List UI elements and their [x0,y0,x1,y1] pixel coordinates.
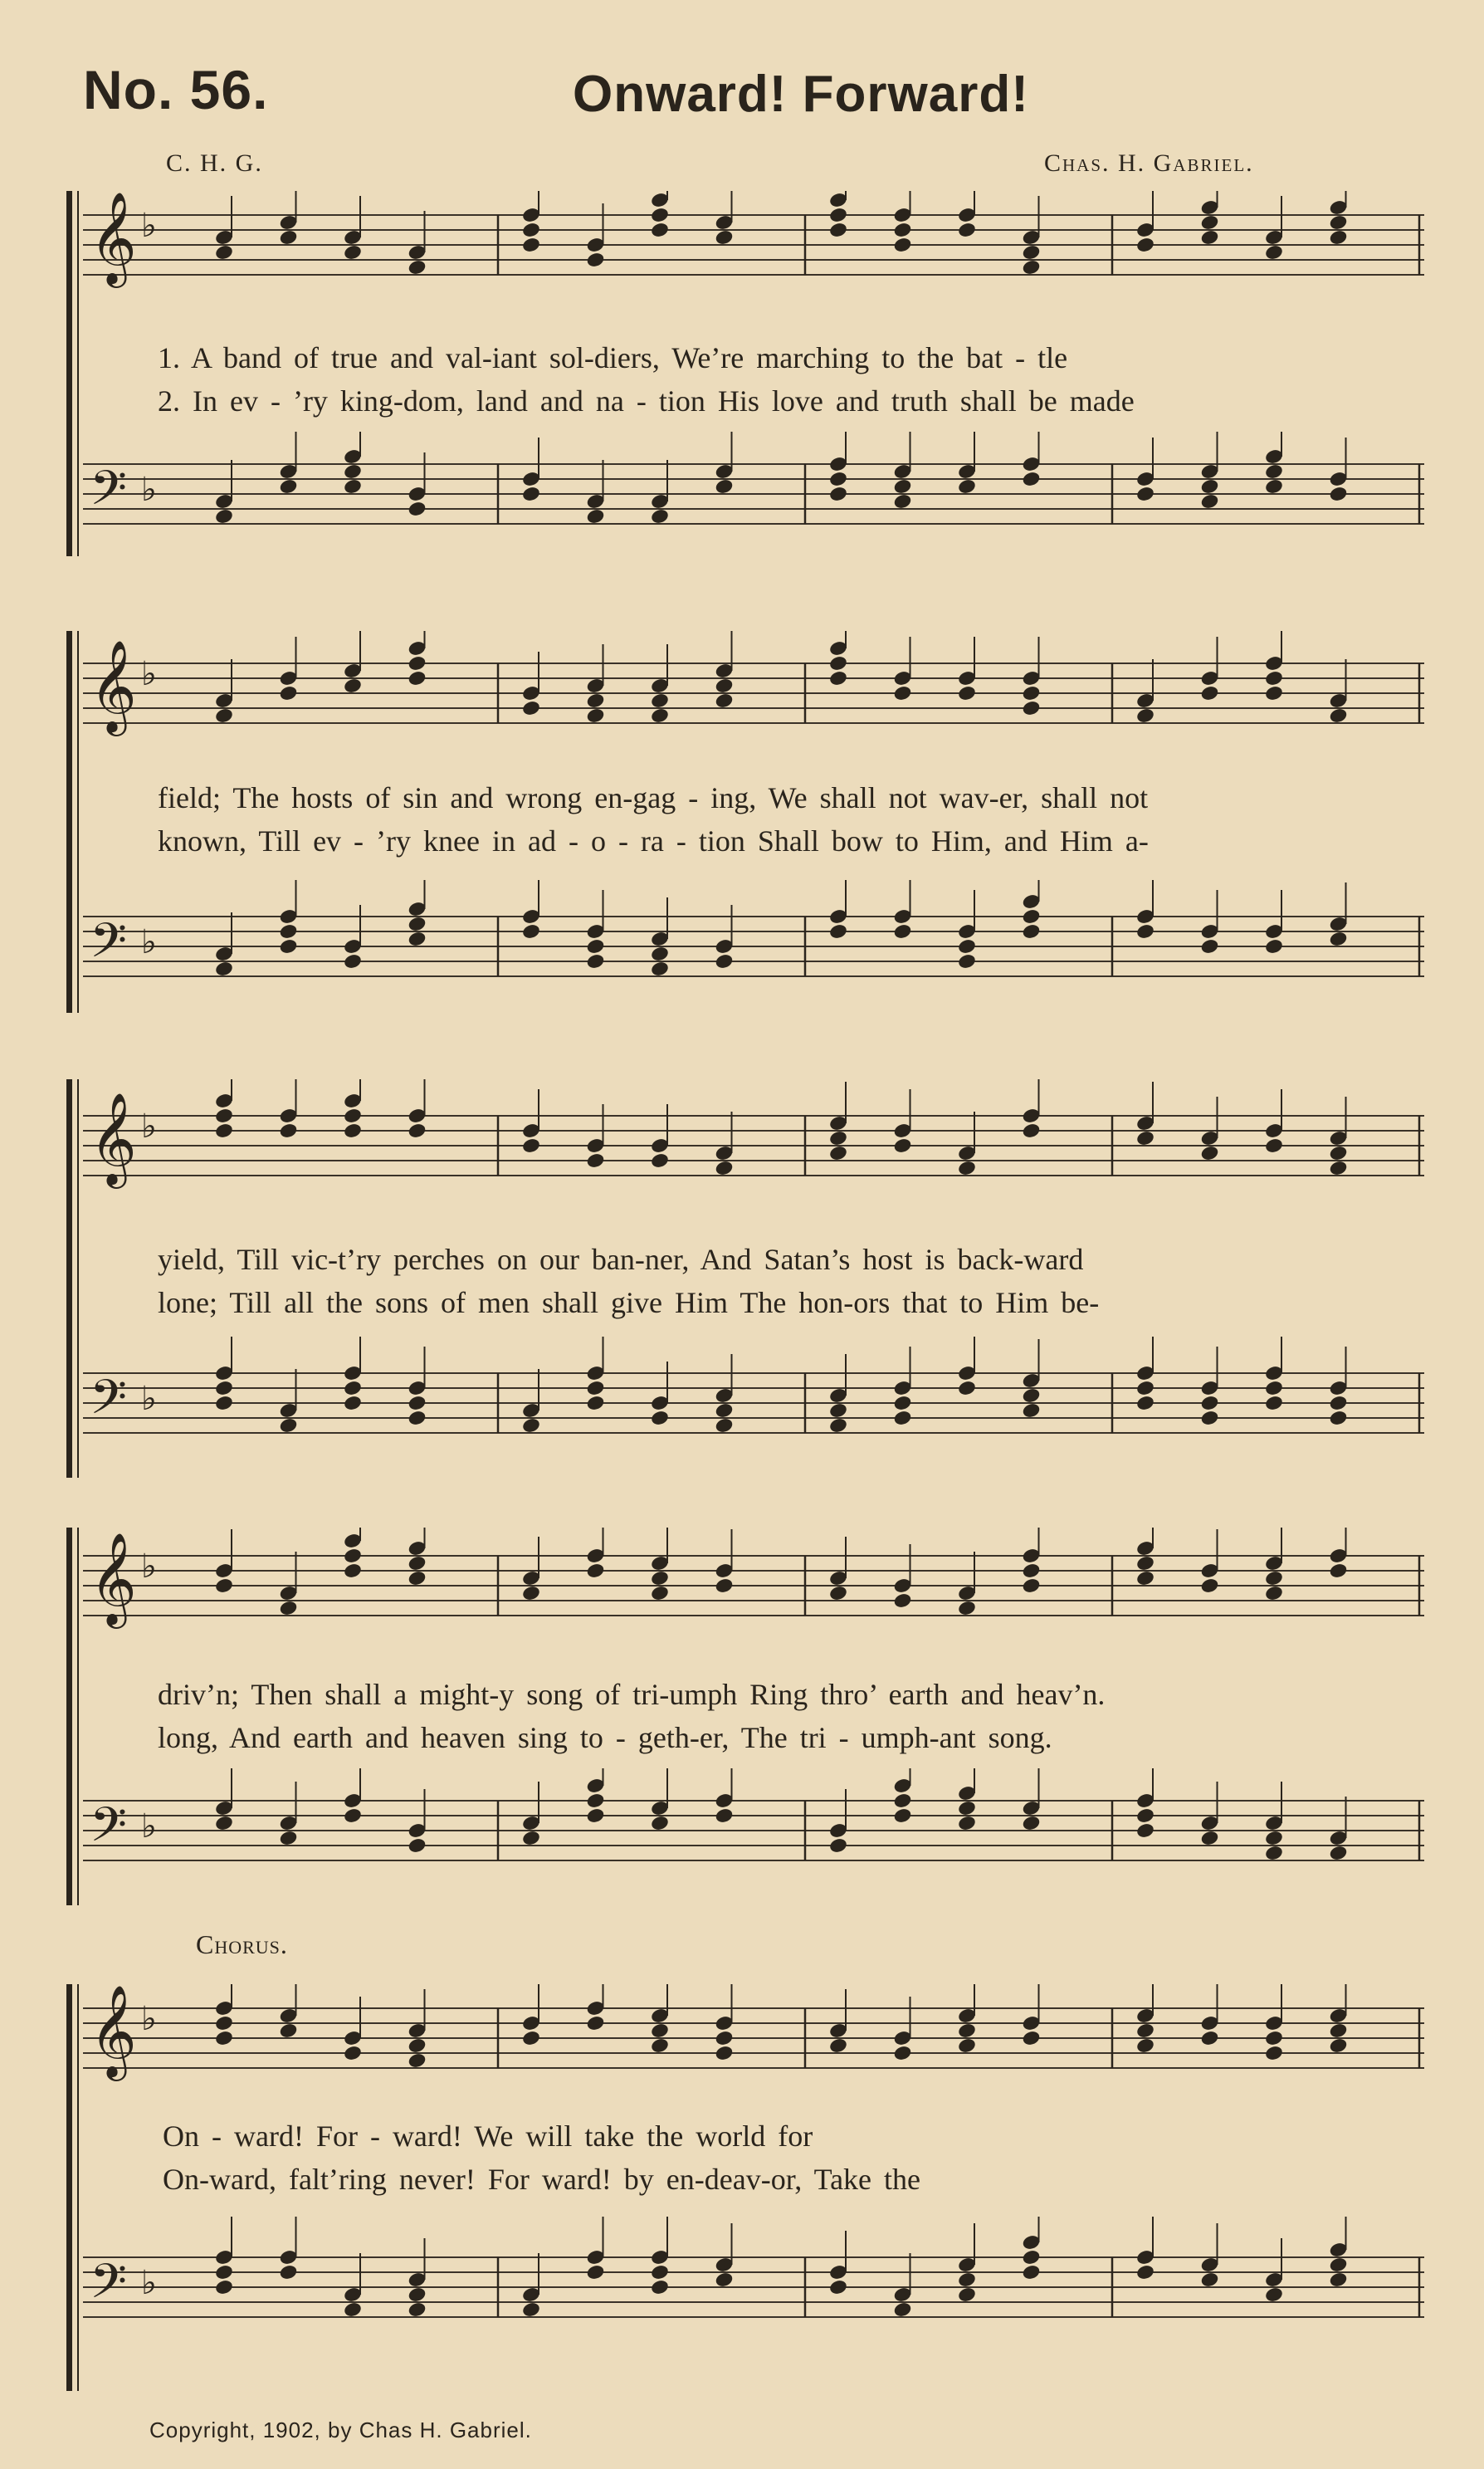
note-head [715,1417,735,1435]
note-head [893,685,913,702]
note-head [1022,2264,1042,2281]
note-head [279,923,299,941]
note-head [586,252,606,269]
note-head [214,244,234,262]
note-head [1135,1570,1155,1587]
note-head [1264,478,1284,496]
note-head [828,207,848,224]
note-head [893,2301,913,2319]
note-head [1329,2037,1349,2055]
bass-staff [83,1768,1428,1893]
note-head [214,1122,234,1140]
flat-icon: ♭ [141,2000,157,2037]
note-head [408,931,427,948]
note-head [893,1410,913,1427]
note-head [715,692,735,710]
note-head [1135,2264,1155,2281]
note-head [957,2022,977,2040]
note-head [343,244,363,262]
note-head [214,1380,234,1397]
note-head [1135,2037,1155,2055]
note-head [408,670,427,687]
treble-staff [83,631,1428,755]
note-head [650,2022,670,2040]
note-head [1022,1562,1042,1580]
flat-icon: ♭ [141,923,157,961]
note-head [279,1122,299,1140]
note-head [1329,2022,1349,2040]
note-head [715,677,735,695]
note-head [586,1152,606,1170]
note-head [1135,1807,1155,1825]
note-head [343,677,363,695]
note-head [279,938,299,956]
music-system-3 [66,1063,1428,1486]
lyric-verse-1: driv’n; Then shall a might-y song of tri-umph Ring thro’ earth and heav’n. [158,1678,1106,1711]
staff-lines [83,1116,1424,1176]
note-head [521,700,541,717]
note-head [650,222,670,239]
note-head [650,2279,670,2296]
note-head [1264,1845,1284,1862]
note-head [521,1417,541,1435]
note-head [715,1160,735,1177]
note-head [214,2264,234,2281]
note-head [893,493,913,511]
note-head [1264,2286,1284,2304]
music-system-2 [66,614,1428,1029]
note-head [957,478,977,496]
note-head [1135,1380,1155,1397]
note-head [1022,923,1042,941]
note-head [214,1577,234,1595]
note-head [408,1122,427,1140]
note-head [1329,1145,1349,1162]
note-head [1200,938,1220,956]
note-head [1264,2045,1284,2062]
note-head [1264,685,1284,702]
note-head [408,501,427,518]
note-head [1329,707,1349,725]
note-head [343,1380,363,1397]
note-head [650,1585,670,1602]
note-head [521,1585,541,1602]
hymn-title: Onward! Forward! [573,66,1029,123]
note-head [279,478,299,496]
note-head [214,961,234,978]
note-head [957,1380,977,1397]
flat-icon: ♭ [141,1107,157,1145]
note-head [1022,244,1042,262]
staff-lines [83,1801,1424,1860]
music-system-4 [66,1511,1428,1909]
music-system-1 [66,174,1428,565]
note-head [828,923,848,941]
note-head [1329,1160,1349,1177]
note-head [1022,1577,1042,1595]
copyright-notice: Copyright, 1902, by Chas H. Gabriel. [149,2418,532,2442]
note-head [715,2030,735,2047]
note-head [650,1570,670,1587]
note-head [521,486,541,503]
note-head [279,229,299,247]
note-head [1264,244,1284,262]
note-head [343,2045,363,2062]
note-head [343,1547,363,1565]
note-head [1022,1402,1042,1420]
note-head [828,1417,848,1435]
note-head [1022,1815,1042,1832]
treble-staff [83,1984,1428,2092]
note-head [650,1410,670,1427]
note-head [408,2301,427,2319]
note-head [1264,463,1284,481]
note-head [893,478,913,496]
note-head [957,1815,977,1832]
note-head [1200,478,1220,496]
note-head [715,953,735,970]
note-head [343,1122,363,1140]
music-system-chorus [66,1968,1428,2391]
treble-clef-icon: 𝄞 [90,1984,137,2077]
note-head [586,953,606,970]
note-head [1200,229,1220,247]
note-head [1264,670,1284,687]
note-head [408,2037,427,2055]
note-head [650,508,670,526]
note-head [343,1562,363,1580]
note-head [1329,486,1349,503]
bass-staff [83,880,1428,1013]
note-head [586,1792,606,1810]
note-head [828,1402,848,1420]
note-head [828,655,848,672]
note-head [1022,2249,1042,2266]
flat-icon: ♭ [141,207,157,244]
flat-icon: ♭ [141,1547,157,1585]
lyric-verse-2: lone; Till all the sons of men shall give Him The hon-ors that to Him be- [158,1286,1100,1319]
note-head [957,938,977,956]
note-head [1200,685,1220,702]
note-head [586,2015,606,2032]
note-head [1264,1585,1284,1602]
lyric-verse-2: known, Till ev - ’ry knee in ad - o - ra - tion Shall bow to Him, and Him a- [158,824,1149,858]
treble-clef-icon: 𝄞 [90,1532,137,1625]
staff-lines [83,2257,1424,2317]
music-credit: Chas. H. Gabriel. [1044,149,1254,177]
note-head [1329,214,1349,232]
note-head [408,916,427,933]
note-head [893,1395,913,1412]
note-head [1135,1555,1155,1572]
note-head [279,2264,299,2281]
note-head [893,1792,913,1810]
note-head [408,1570,427,1587]
note-head [1264,1137,1284,1155]
note-head [408,655,427,672]
note-head [214,2279,234,2296]
note-head [1200,493,1220,511]
note-head [828,486,848,503]
note-head [1329,2271,1349,2289]
note-head [408,1410,427,1427]
note-head [893,1592,913,1610]
note-head [1022,1387,1042,1405]
note-head [1200,1410,1220,1427]
note-head [214,1107,234,1125]
note-head [586,1395,606,1412]
lyric-verse-1: 1. A band of true and val-iant sol-diers, We’re marching to the bat - tle [158,341,1068,374]
treble-clef-icon: 𝄞 [90,639,137,732]
note-head [893,1137,913,1155]
treble-staff [83,1528,1428,1644]
note-head [957,1160,977,1177]
note-head [1264,938,1284,956]
note-head [1200,2271,1220,2289]
note-head [521,2301,541,2319]
note-head [586,1562,606,1580]
note-head [1329,931,1349,948]
lyric-verse-1: field; The hosts of sin and wrong en-gag - ing, We shall not wav-er, shall not [158,781,1149,814]
note-head [214,508,234,526]
note-head [521,237,541,254]
note-head [214,1395,234,1412]
flat-icon: ♭ [141,1807,157,1845]
note-head [650,2037,670,2055]
note-head [1264,1380,1284,1397]
note-head [650,946,670,963]
note-head [586,707,606,725]
note-head [1329,1562,1349,1580]
note-head [715,1402,735,1420]
note-head [893,1807,913,1825]
bass-clef-icon: 𝄢 [90,2253,128,2321]
note-head [408,259,427,276]
note-head [828,471,848,488]
note-head [1200,2030,1220,2047]
note-head [214,2030,234,2047]
note-head [521,222,541,239]
lyric-verse-2: 2. In ev - ’ry king-dom, land and na - tion His love and truth shall be made [158,384,1135,418]
note-head [343,953,363,970]
flat-icon: ♭ [141,1380,157,1417]
note-head [957,953,977,970]
note-head [650,207,670,224]
treble-staff [83,1079,1428,1212]
note-head [521,1830,541,1847]
note-head [279,685,299,702]
note-head [1329,1395,1349,1412]
note-head [1135,2022,1155,2040]
bass-staff [83,2217,1428,2358]
note-head [1022,908,1042,926]
note-head [715,2271,735,2289]
note-head [586,1807,606,1825]
note-head [957,2037,977,2055]
note-head [1135,1395,1155,1412]
lyric-chorus-line-2: On-ward, falt’ring never! For ward! by en-deav-or, Take the [163,2163,921,2196]
note-head [650,1152,670,1170]
note-head [408,1395,427,1412]
note-head [828,2037,848,2055]
note-head [828,1585,848,1602]
note-head [957,1800,977,1817]
note-head [586,938,606,956]
note-head [408,2052,427,2070]
note-head [1329,1410,1349,1427]
note-head [650,707,670,725]
note-head [343,2301,363,2319]
note-head [1264,1395,1284,1412]
bass-clef-icon: 𝄢 [90,1797,128,1865]
flat-icon: ♭ [141,655,157,692]
note-head [715,1577,735,1595]
note-head [1135,923,1155,941]
note-head [1022,471,1042,488]
note-head [279,1830,299,1847]
bass-staff [83,432,1428,556]
note-head [521,1137,541,1155]
note-head [715,2045,735,2062]
note-head [828,1130,848,1147]
note-head [214,2015,234,2032]
note-head [586,2264,606,2281]
note-head [1329,229,1349,247]
note-head [1200,1830,1220,1847]
note-head [828,670,848,687]
note-head [343,478,363,496]
note-head [1200,1145,1220,1162]
note-head [214,707,234,725]
note-head [828,1145,848,1162]
note-head [715,1807,735,1825]
treble-clef-icon: 𝄞 [90,191,137,284]
note-head [893,222,913,239]
note-head [521,923,541,941]
treble-clef-icon: 𝄞 [90,1092,137,1185]
note-head [343,1107,363,1125]
note-head [650,1815,670,1832]
note-head [1022,700,1042,717]
note-head [1264,2030,1284,2047]
note-head [715,229,735,247]
note-head [893,2045,913,2062]
note-head [1200,1395,1220,1412]
note-head [650,2264,670,2281]
flat-icon: ♭ [141,2264,157,2301]
treble-staff [83,191,1428,299]
note-head [1135,486,1155,503]
note-head [957,1600,977,1617]
note-head [1200,214,1220,232]
note-head [957,685,977,702]
note-head [1329,1845,1349,1862]
note-head [521,2030,541,2047]
note-head [1135,237,1155,254]
flat-icon: ♭ [141,471,157,508]
hymn-number: No. 56. [83,59,269,120]
note-head [1022,2030,1042,2047]
note-head [408,1837,427,1855]
note-head [343,1807,363,1825]
bass-staff [83,1337,1428,1469]
note-head [1329,2256,1349,2274]
note-head [957,2271,977,2289]
bass-clef-icon: 𝄢 [90,1369,128,1437]
lyric-verse-1: yield, Till vic-t’ry perches on our ban-ner, And Satan’s host is back-ward [158,1243,1084,1276]
note-head [715,478,735,496]
note-head [343,1395,363,1412]
note-head [214,1815,234,1832]
note-head [1022,685,1042,702]
note-head [650,961,670,978]
note-head [1200,1577,1220,1595]
note-head [279,1600,299,1617]
note-head [957,2286,977,2304]
note-head [1022,1122,1042,1140]
bass-clef-icon: 𝄢 [90,912,128,980]
note-head [1135,1822,1155,1840]
note-head [1135,707,1155,725]
note-head [586,692,606,710]
note-head [1022,259,1042,276]
bass-clef-icon: 𝄢 [90,460,128,528]
note-head [408,1555,427,1572]
note-head [1264,1570,1284,1587]
note-head [1135,1130,1155,1147]
lyric-chorus-line-1: On - ward! For - ward! We will take the world for [163,2119,813,2153]
note-head [828,2279,848,2296]
note-head [828,1837,848,1855]
note-head [279,2022,299,2040]
note-head [343,463,363,481]
chorus-label: Chorus. [196,1929,288,1959]
note-head [957,222,977,239]
note-head [828,222,848,239]
words-credit: C. H. G. [166,149,263,177]
lyric-verse-2: long, And earth and heaven sing to - geth-er, The tri - umph-ant song. [158,1721,1052,1754]
note-head [893,923,913,941]
note-head [1264,1830,1284,1847]
note-head [279,1417,299,1435]
note-head [893,237,913,254]
note-head [586,508,606,526]
note-head [408,2286,427,2304]
note-head [650,692,670,710]
note-head [586,1380,606,1397]
